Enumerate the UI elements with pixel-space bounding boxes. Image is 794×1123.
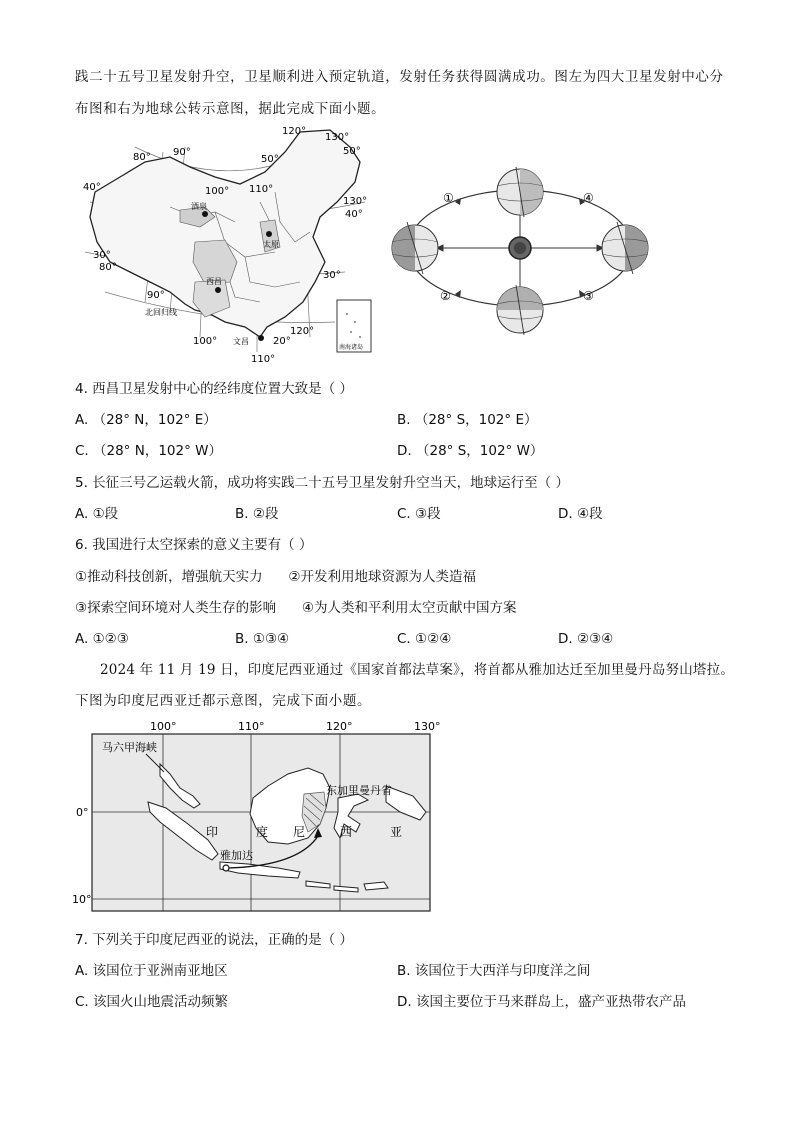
segment-label-4: ④ bbox=[583, 191, 594, 205]
earth-right-icon bbox=[602, 222, 648, 274]
q6-option-b[interactable]: B. ①③④ bbox=[235, 631, 290, 647]
lat-label: 20° bbox=[273, 336, 291, 347]
earth-bottom-icon bbox=[497, 285, 543, 335]
xichang-site-marker bbox=[215, 287, 221, 293]
china-launch-centers-map bbox=[75, 122, 380, 367]
lon-label: 100° bbox=[193, 336, 218, 347]
lat-label: 40° bbox=[83, 182, 101, 193]
q7-option-d[interactable]: D. 该国主要位于马来群岛上，盛产亚热带农产品 bbox=[397, 994, 686, 1010]
q6-items-line-1: ①推动科技创新，增强航天实力 ②开发利用地球资源为人类造福 bbox=[75, 569, 476, 585]
country-char-5: 亚 bbox=[390, 825, 403, 839]
lon-label: 110° bbox=[249, 184, 274, 195]
lon-label-110: 110° bbox=[238, 720, 265, 733]
passage2-line-2: 下图为印度尼西亚迁都示意图，完成下面小题。 bbox=[75, 693, 372, 709]
q4-option-a[interactable]: A. （28° N，102° E） bbox=[75, 412, 217, 428]
q5-option-a[interactable]: A. ①段 bbox=[75, 506, 119, 522]
capital-label: 雅加达 bbox=[220, 849, 253, 862]
lat-label: 30° bbox=[93, 250, 111, 261]
q7-option-a[interactable]: A. 该国位于亚洲南亚地区 bbox=[75, 963, 228, 979]
segment-label-2: ② bbox=[440, 289, 451, 303]
intro-line-2: 布图和右为地球公转示意图，据此完成下面小题。 bbox=[75, 101, 386, 117]
q5-option-d[interactable]: D. ④段 bbox=[558, 506, 603, 522]
country-char-4: 西 bbox=[340, 825, 353, 839]
passage2-line-1: 2024 年 11 月 19 日，印度尼西亚通过《国家首都法草案》，将首都从雅加达迁至加里曼丹岛努山塔拉。 bbox=[100, 662, 735, 678]
lon-label-120: 120° bbox=[326, 720, 353, 733]
lon-label: 100° bbox=[205, 186, 230, 197]
segment-label-3: ③ bbox=[583, 289, 594, 303]
taiyuan-site-marker bbox=[266, 231, 272, 237]
q4-option-d[interactable]: D. （28° S，102° W） bbox=[397, 443, 544, 459]
lon-label: 90° bbox=[173, 147, 191, 158]
lat-label-10: 10° bbox=[72, 893, 92, 906]
earth-revolution-diagram bbox=[385, 162, 657, 340]
q7-option-b[interactable]: B. 该国位于大西洋与印度洋之间 bbox=[397, 963, 591, 979]
earth-left-icon bbox=[392, 222, 438, 274]
site-label-jiuquan: 酒泉 bbox=[191, 202, 207, 211]
province-label: 东加里曼丹省 bbox=[326, 784, 392, 797]
country-char-2: 度 bbox=[256, 825, 269, 839]
lon-label: 90° bbox=[147, 290, 165, 301]
segment-label-1: ① bbox=[443, 191, 454, 205]
q6-items-line-2: ③探索空间环境对人类生存的影响 ④为人类和平利用太空贡献中国方案 bbox=[75, 600, 517, 616]
intro-line-1: 践二十五号卫星发射升空，卫星顺利进入预定轨道，发射任务获得圆满成功。图左为四大卫星发射中心分 bbox=[75, 69, 724, 85]
q5-option-c[interactable]: C. ③段 bbox=[397, 506, 441, 522]
q6-option-a[interactable]: A. ①②③ bbox=[75, 631, 129, 647]
lon-label: 120° bbox=[290, 326, 315, 337]
q4-stem: 4. 西昌卫星发射中心的经纬度位置大致是（ ） bbox=[75, 381, 353, 397]
q6-option-d[interactable]: D. ②③④ bbox=[558, 631, 614, 647]
q7-option-c[interactable]: C. 该国火山地震活动频繁 bbox=[75, 994, 229, 1010]
lat-label-0: 0° bbox=[76, 806, 89, 819]
lon-label: 130° bbox=[343, 196, 368, 207]
q4-option-c[interactable]: C. （28° N，102° W） bbox=[75, 443, 222, 459]
inset-label: 南海诸岛 bbox=[339, 344, 364, 351]
lon-label: 130° bbox=[325, 132, 350, 143]
q4-option-b[interactable]: B. （28° S，102° E） bbox=[397, 412, 538, 428]
q5-stem: 5. 长征三号乙运载火箭，成功将实践二十五号卫星发射升空当天，地球运行至（ ） bbox=[75, 475, 569, 491]
jiuquan-site-marker bbox=[202, 211, 208, 217]
wenchang-site-marker bbox=[258, 335, 264, 341]
site-label-xichang: 西昌 bbox=[206, 277, 222, 286]
lat-label: 30° bbox=[323, 270, 341, 281]
lon-label: 120° bbox=[282, 126, 307, 137]
lon-label-130: 130° bbox=[414, 720, 441, 733]
site-label-taiyuan: 太原 bbox=[263, 240, 279, 249]
q7-stem: 7. 下列关于印度尼西亚的说法，正确的是（ ） bbox=[75, 932, 353, 948]
indonesia-relocation-map bbox=[68, 716, 441, 916]
lon-label: 80° bbox=[133, 152, 151, 163]
lon-label-100: 100° bbox=[150, 720, 177, 733]
earth-top-icon bbox=[497, 167, 543, 217]
lat-label: 50° bbox=[261, 154, 279, 165]
q6-stem: 6. 我国进行太空探索的意义主要有（ ） bbox=[75, 537, 313, 553]
country-char-1: 印 bbox=[206, 825, 219, 839]
lon-label: 80° bbox=[99, 262, 117, 273]
site-label-wenchang: 文昌 bbox=[233, 337, 249, 346]
lat-label: 40° bbox=[345, 209, 363, 220]
q6-option-c[interactable]: C. ①②④ bbox=[397, 631, 452, 647]
lon-label: 110° bbox=[251, 354, 276, 365]
tropic-label: 北回归线 bbox=[145, 308, 177, 317]
q5-option-b[interactable]: B. ②段 bbox=[235, 506, 279, 522]
country-char-3: 尼 bbox=[293, 825, 306, 839]
strait-label: 马六甲海峡 bbox=[102, 741, 157, 754]
lat-label: 50° bbox=[343, 146, 361, 157]
jakarta-marker bbox=[223, 865, 229, 871]
